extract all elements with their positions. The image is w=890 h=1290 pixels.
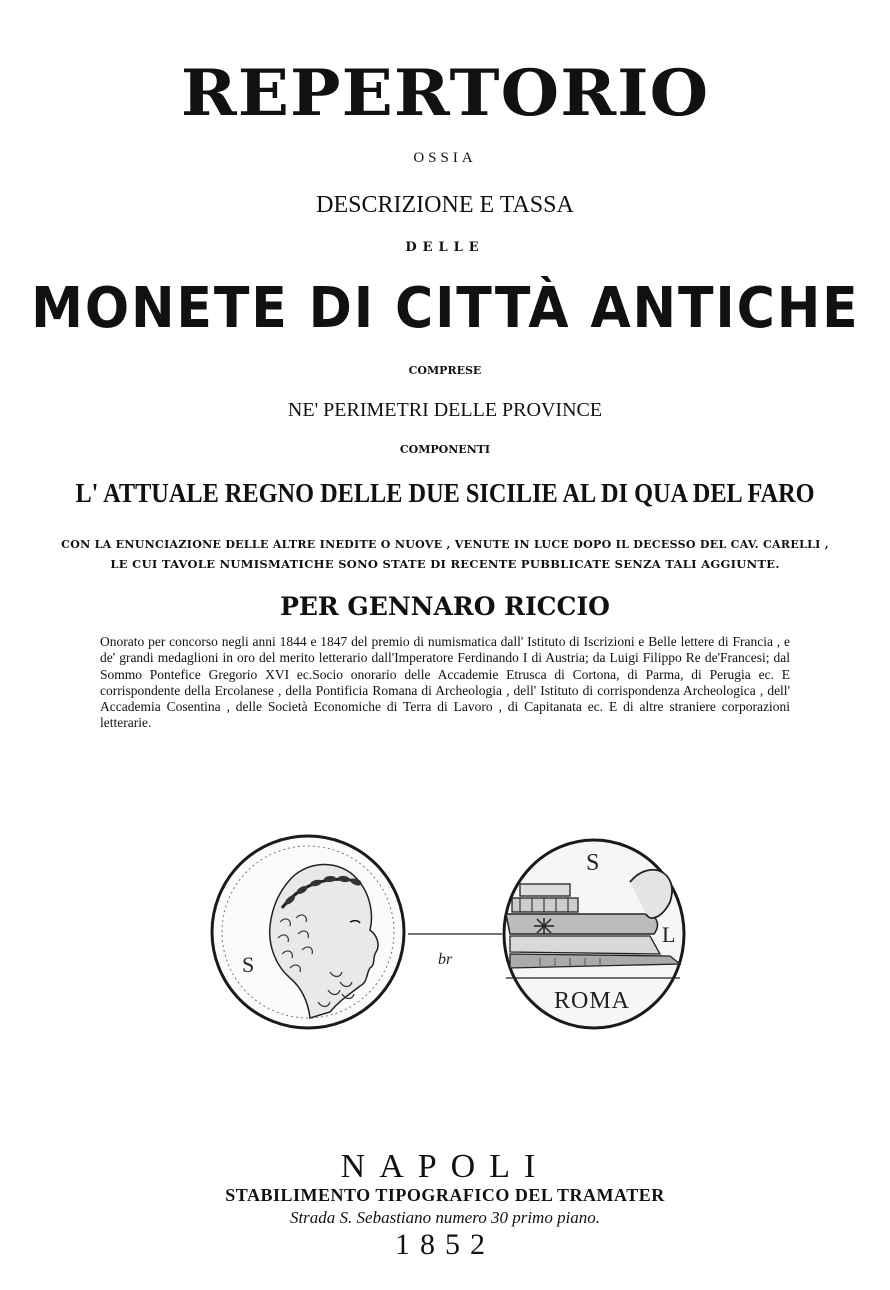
- ossia-line: OSSIA: [413, 150, 477, 166]
- componenti-line: COMPONENTI: [399, 443, 491, 456]
- imprint-city: NAPOLI: [340, 1148, 550, 1185]
- regno-line: L' ATTUALE REGNO DELLE DUE SICILIE AL DI QUA DEL FARO: [75, 478, 815, 508]
- coin-reverse-side-letter: L: [662, 922, 676, 947]
- delle-line: DELLE: [405, 240, 485, 255]
- imprint-address: Strada S. Sebastiano numero 30 primo piano.: [289, 1208, 601, 1227]
- main-subject: MONETE DI CITTÀ ANTICHE: [31, 276, 860, 341]
- coin-obverse: [212, 836, 404, 1028]
- enunciazione-line-1: CON LA ENUNCIAZIONE DELLE ALTRE INEDITE O NUOVE , VENUTE IN LUCE DOPO IL DECESSO DEL CAV. CARELLI ,: [61, 537, 829, 551]
- comprese-line: COMPRESE: [408, 364, 482, 377]
- coin-reverse-top-letter: S: [586, 850, 600, 876]
- imprint-printer: STABILIMENTO TIPOGRAFICO DEL TRAMATER: [225, 1185, 665, 1205]
- coin-reverse: [504, 840, 684, 1028]
- coins-illustration: [210, 822, 700, 1042]
- author-bio: Onorato per concorso negli anni 1844 e 1847 del premio di numismatica dall' Istituto di Iscrizioni e Belle lettere di Francia , e de' grandi medaglioni in oro del merito letterario dall'Imperatore Ferdinando I di Austria; da Luigi Filippo Re de'Francesi; dal Sommo Pontefice Gregorio XVI ec.Socio onorario delle Accademie Etrusca di Cortona, di Parma, di Perugia ec. E corrispondente della Ercolanese , della Pontificia Romana di Archeologia , dell' Istituto di corrispondenza Archeologica , dell' Accademia Cosentina , delle Società Economiche di Terra di Lavoro , di Capitanata ec. E di altre straniere corporazioni letterarie.: [100, 634, 790, 731]
- coin-label: br: [438, 951, 453, 968]
- book-title: REPERTORIO: [180, 56, 710, 131]
- author-line: PER GENNARO RICCIO: [280, 592, 610, 621]
- coin-reverse-legend: ROMA: [554, 988, 631, 1014]
- perimetri-line: NE' PERIMETRI DELLE PROVINCE: [287, 399, 603, 421]
- coin-obverse-letter: S: [242, 952, 255, 977]
- imprint-year: 1852: [395, 1228, 495, 1261]
- enunciazione-line-2: LE CUI TAVOLE NUMISMATICHE SONO STATE DI RECENTE PUBBLICATE SENZA TALI AGGIUNTE.: [110, 557, 780, 571]
- descrizione-line: DESCRIZIONE E TASSA: [316, 192, 574, 218]
